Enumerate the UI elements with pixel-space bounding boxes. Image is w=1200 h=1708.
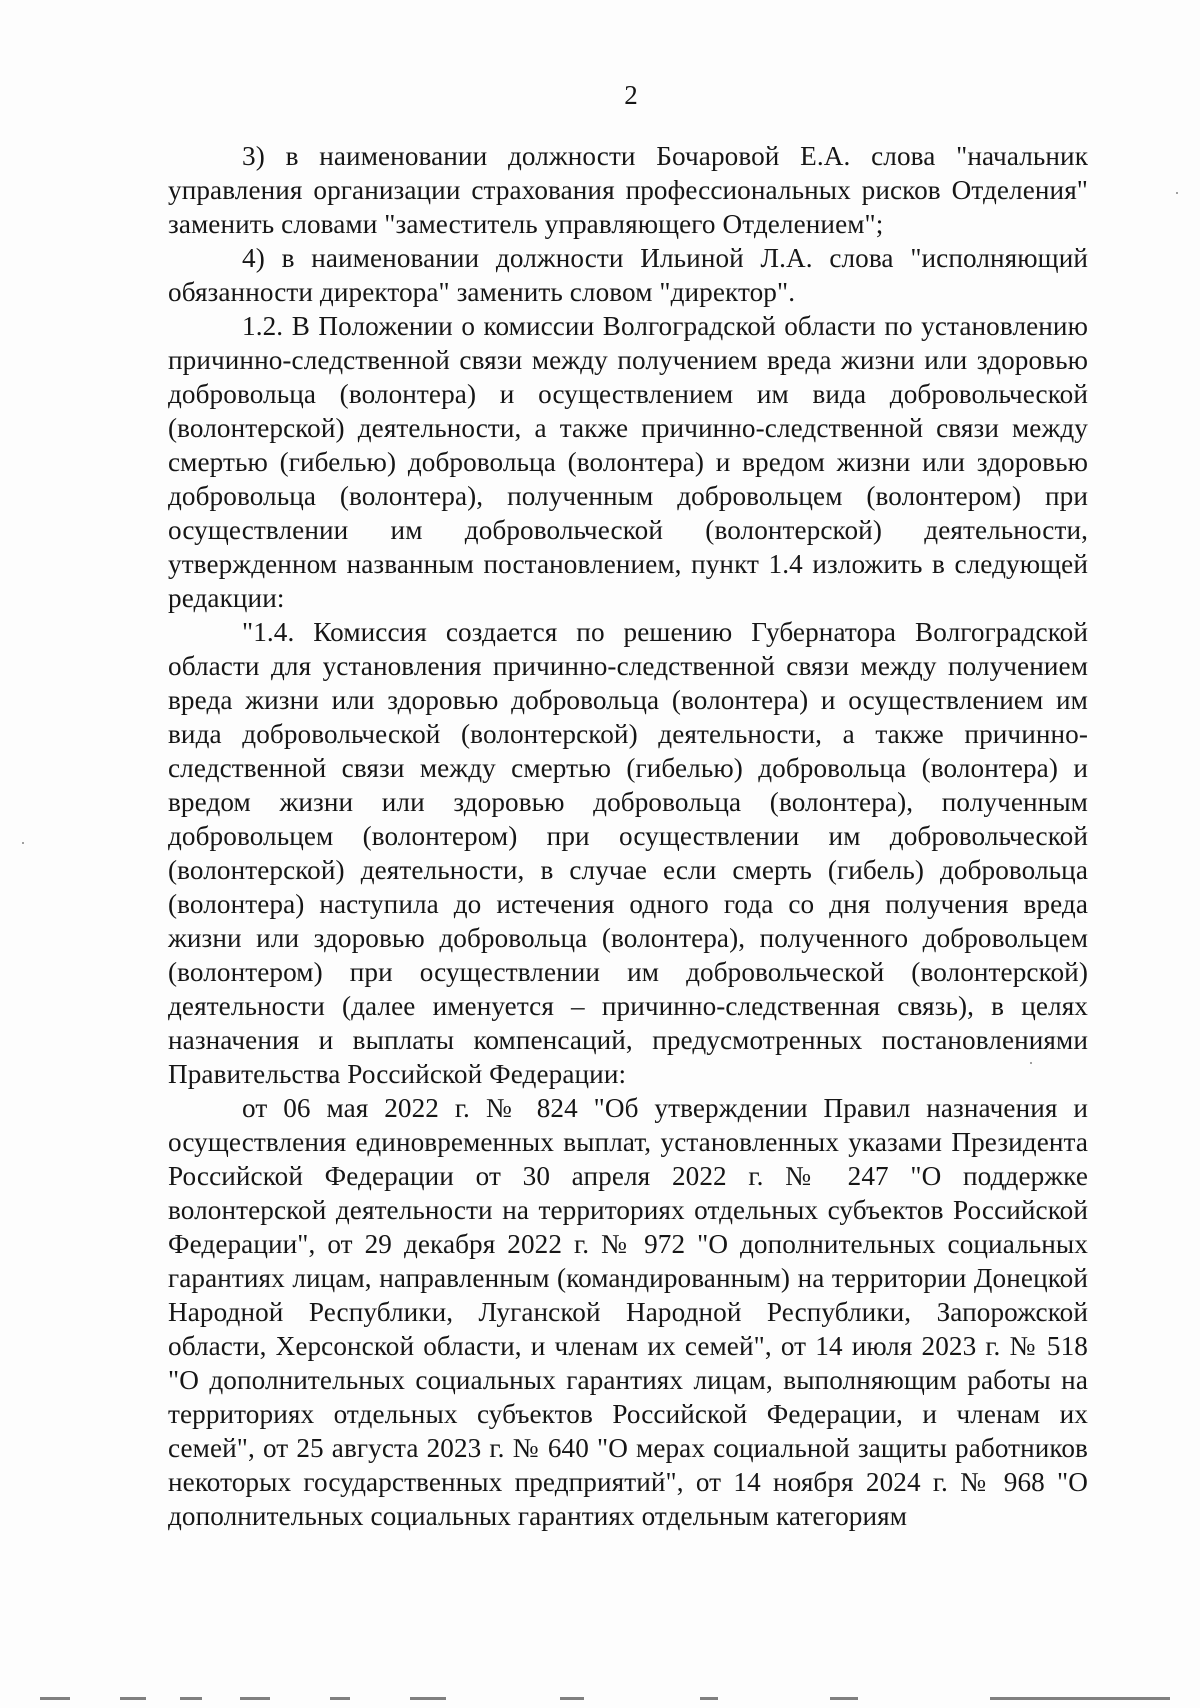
paragraph-item-3: 3) в наименовании должности Бочаровой Е.А. слова "начальник управления организации страхования профессиональных рисков Отделения" заменить словами "заместитель управляющего Отделением";	[168, 141, 1088, 239]
page-number: 2	[624, 80, 638, 110]
paragraph-clause-1-4: "1.4. Комиссия создается по решению Губернатора Волгоградской области для установления причинно-следственной связи между получением вреда жизни или здоровью добровольца (волонтера) и осуществлением им вида добровольческой (волонтерской) деятельности, а также причинно-следственной связи между смертью (гибелью) добровольца (волонтера) и вредом жизни или здоровью добровольца (волонтера), полученным добровольцем (волонтером) при осуществлении им добровольческой (волонтерской) деятельности, в случае если смерть (гибель) добровольца (волонтера) наступила до истечения одного года со дня получения вреда жизни или здоровью добровольца (волонтера), полученного добровольцем (волонтером) при осуществлении им добровольческой (волонтерской) деятельности (далее именуется – причинно-следственная связь), в целях назначения и выплаты компенсаций, предусмотренных постановлениями Правительства Российской Федерации:	[168, 617, 1088, 1089]
paragraph-item-4: 4) в наименовании должности Ильиной Л.А. слова "исполняющий обязанности директора" заменить словом "директор".	[168, 243, 1088, 307]
scan-speck	[1176, 192, 1178, 194]
document-body	[168, 139, 1088, 1533]
scan-speck	[22, 842, 24, 844]
scan-edge-artifacts	[0, 1688, 1200, 1708]
scan-speck	[1030, 1062, 1032, 1064]
paragraph-decree-list: от 06 мая 2022 г. № 824 "Об утверждении Правил назначения и осуществления единовременных выплат, установленных указами Президента Российской Федерации от 30 апреля 2022 г. № 247 "О поддержке волонтерской деятельности на территориях отдельных субъектов Российской Федерации", от 29 декабря 2022 г. № 972 "О дополнительных социальных гарантиях лицам, направленным (командированным) на территории Донецкой Народной Республики, Луганской Народной Республики, Запорожской области, Херсонской области, и членам их семей", от 14 июля 2023 г. № 518 "О дополнительных социальных гарантиях лицам, выполняющим работы на территориях отдельных субъектов Российской Федерации, и членам их семей", от 25 августа 2023 г. № 640 "О мерах социальной защиты работников некоторых государственных предприятий", от 14 ноября 2024 г. № 968 "О дополнительных социальных гарантиях отдельным категориям	[168, 1093, 1088, 1531]
paragraph-section-1-2: 1.2. В Положении о комиссии Волгоградской области по установлению причинно-следственной связи между получением вреда жизни или здоровью добровольца (волонтера) и осуществлением им вида добровольческой (волонтерской) деятельности, а также причинно-следственной связи между смертью (гибелью) добровольца (волонтера) и вредом жизни или здоровью добровольца (волонтера), полученным добровольцем (волонтером) при осуществлении им добровольческой (волонтерской) деятельности, утвержденном названным постановлением, пункт 1.4 изложить в следующей редакции:	[168, 311, 1088, 613]
